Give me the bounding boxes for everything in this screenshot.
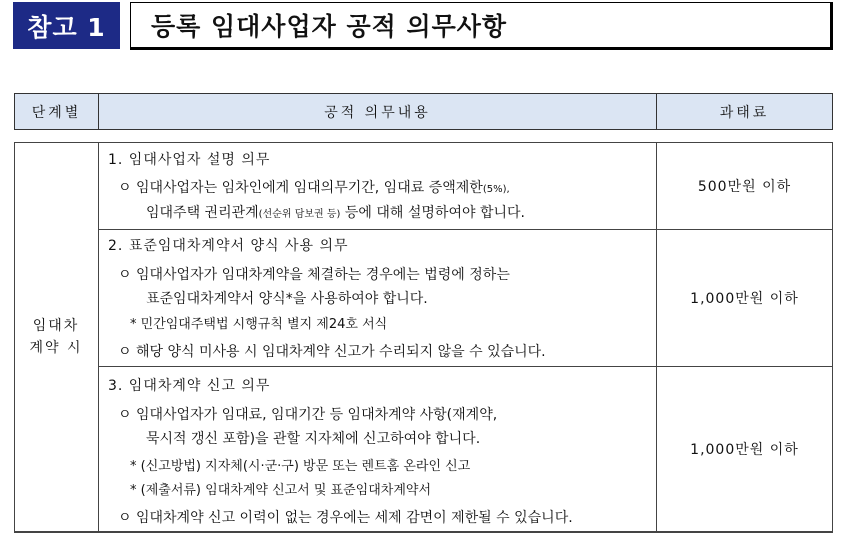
table-border-right [832, 142, 833, 532]
column-header-stage: 단계별 [14, 93, 99, 130]
duty-section-3 [99, 367, 656, 531]
stage-label-line1: 임대차 [32, 318, 80, 334]
bullet-line: ㅇ 해당 양식 미사용 시 임대차계약 신고가 수리되지 않을 수 있습니다. [118, 344, 546, 360]
duty-section-1 [99, 143, 656, 229]
stage-label-line2: 계약 시 [29, 340, 83, 356]
section-heading: 3. 임대차계약 신고 의무 [108, 378, 271, 394]
table-border-bottom [14, 531, 833, 533]
bullet-line: 임대주택 권리관계(선순위 담보권 등) 등에 대해 설명하여야 합니다. [146, 205, 525, 221]
fine-cell-3: 1,000만원 이하 [690, 442, 799, 458]
section-heading: 2. 표준임대차계약서 양식 사용 의무 [108, 238, 349, 254]
section-heading: 1. 임대사업자 설명 의무 [108, 152, 271, 168]
column-header-fine: 과태료 [656, 93, 833, 130]
footnote: * 민간임대주택법 시행규칙 별지 제24호 서식 [130, 317, 388, 332]
bullet-line: ㅇ 임대사업자는 임차인에게 임대의무기간, 임대료 증액제한(5%), [118, 180, 510, 196]
bullet-line: ㅇ 임대사업자가 임대료, 임대기간 등 임대차계약 사항(재계약, [118, 407, 498, 423]
bullet-line: ㅇ 임대사업자가 임대차계약을 체결하는 경우에는 법령에 정하는 [118, 267, 510, 283]
footnote: * (신고방법) 지자체(시·군·구) 방문 또는 렌트홈 온라인 신고 [130, 459, 471, 474]
fine-cell-1: 500만원 이하 [697, 179, 792, 195]
bullet-line: 표준임대차계약서 양식*을 사용하여야 합니다. [146, 291, 428, 307]
fine-cell-2: 1,000만원 이하 [690, 291, 799, 307]
section-badge: 참고 1 [13, 2, 120, 49]
column-header-duty: 공적 의무내용 [98, 93, 657, 130]
bullet-line: ㅇ 임대차계약 신고 이력이 없는 경우에는 세제 감면이 제한될 수 있습니다. [118, 510, 573, 526]
footnote: * (제출서류) 임대차계약 신고서 및 표준임대차계약서 [130, 483, 432, 498]
page-title: 등록 임대사업자 공적 의무사항 [130, 2, 833, 50]
bullet-line: 묵시적 갱신 포함)을 관할 지자체에 신고하여야 합니다. [146, 431, 481, 447]
duty-section-2 [99, 230, 656, 366]
stage-cell [14, 143, 98, 531]
